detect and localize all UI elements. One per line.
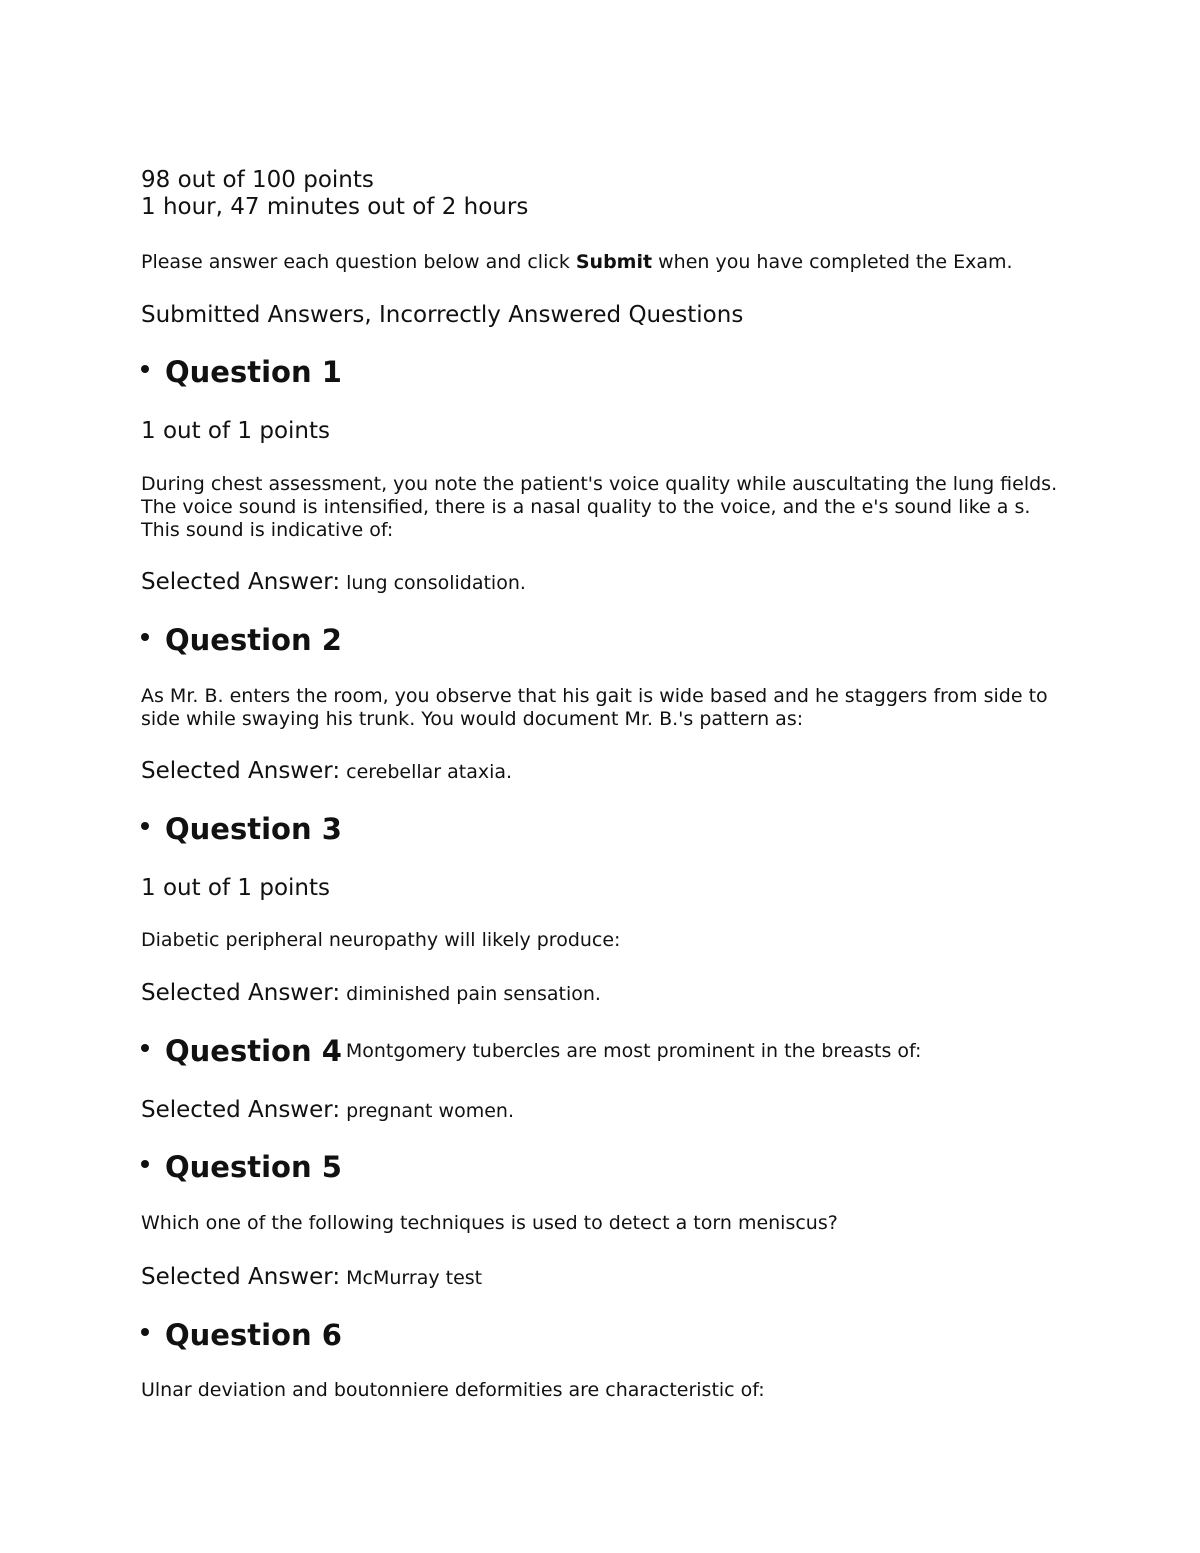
- submit-keyword: Submit: [575, 251, 653, 273]
- question-6-text: Ulnar deviation and boutonniere deformities are characteristic of:: [141, 1379, 765, 1401]
- question-title: Question 4: [165, 1034, 342, 1068]
- question-1-points: 1 out of 1 points: [141, 418, 330, 444]
- question-title: Question 1: [165, 355, 342, 389]
- bullet-icon: [141, 1044, 149, 1052]
- bullet-icon: [141, 1328, 149, 1336]
- selected-answer-value: lung consolidation.: [346, 572, 526, 594]
- selected-answer-label: Selected Answer:: [141, 758, 341, 784]
- question-3-text: Diabetic peripheral neuropathy will likely produce:: [141, 929, 621, 951]
- bullet-icon: [141, 365, 149, 373]
- question-3-heading: [141, 811, 342, 847]
- question-3-answer: [141, 979, 601, 1008]
- bullet-icon: [141, 633, 149, 641]
- selected-answer-value: cerebellar ataxia.: [346, 761, 513, 783]
- exam-score: 98 out of 100 points: [141, 167, 374, 193]
- question-6-heading: [141, 1317, 342, 1353]
- selected-answer-label: Selected Answer:: [141, 980, 341, 1006]
- section-title: Submitted Answers, Incorrectly Answered Questions: [141, 302, 744, 328]
- exam-time-used: 1 hour, 47 minutes out of 2 hours: [141, 194, 529, 220]
- question-3-points: 1 out of 1 points: [141, 875, 330, 901]
- question-4-answer: [141, 1096, 514, 1125]
- selected-answer-label: Selected Answer:: [141, 569, 341, 595]
- question-5-text: Which one of the following techniques is used to detect a torn meniscus?: [141, 1212, 838, 1234]
- selected-answer-label: Selected Answer:: [141, 1264, 341, 1290]
- exam-instructions: [141, 250, 1013, 274]
- question-title: Question 2: [165, 623, 342, 657]
- instructions-text-end: when you have completed the Exam.: [652, 251, 1013, 273]
- selected-answer-value: pregnant women.: [346, 1100, 514, 1122]
- question-title: Question 3: [165, 812, 342, 846]
- selected-answer-label: Selected Answer:: [141, 1097, 341, 1123]
- question-1-heading: [141, 354, 342, 390]
- question-2-text: As Mr. B. enters the room, you observe that his gait is wide based and he staggers from side to side while swaying his trunk. You would document Mr. B.'s pattern as:: [141, 685, 1048, 730]
- question-title: Question 5: [165, 1150, 342, 1184]
- question-title: Question 6: [165, 1318, 342, 1352]
- question-4-text: Montgomery tubercles are most prominent in the breasts of:: [345, 1040, 922, 1062]
- instructions-text: Please answer each question below and click: [141, 251, 576, 273]
- question-4-heading: [141, 1033, 921, 1069]
- question-1-answer: [141, 568, 526, 597]
- question-1-text: During chest assessment, you note the patient's voice quality while auscultating the lung fields. The voice sound is intensified, there is a nasal quality to the voice, and the e's sound like a s. This sound is indicative of:: [141, 473, 1058, 541]
- question-2-answer: [141, 757, 512, 786]
- question-5-heading: [141, 1149, 342, 1185]
- bullet-icon: [141, 822, 149, 830]
- bullet-icon: [141, 1160, 149, 1168]
- question-5-answer: [141, 1263, 482, 1292]
- selected-answer-value: diminished pain sensation.: [346, 983, 601, 1005]
- selected-answer-value: McMurray test: [346, 1267, 483, 1289]
- question-2-heading: [141, 622, 342, 658]
